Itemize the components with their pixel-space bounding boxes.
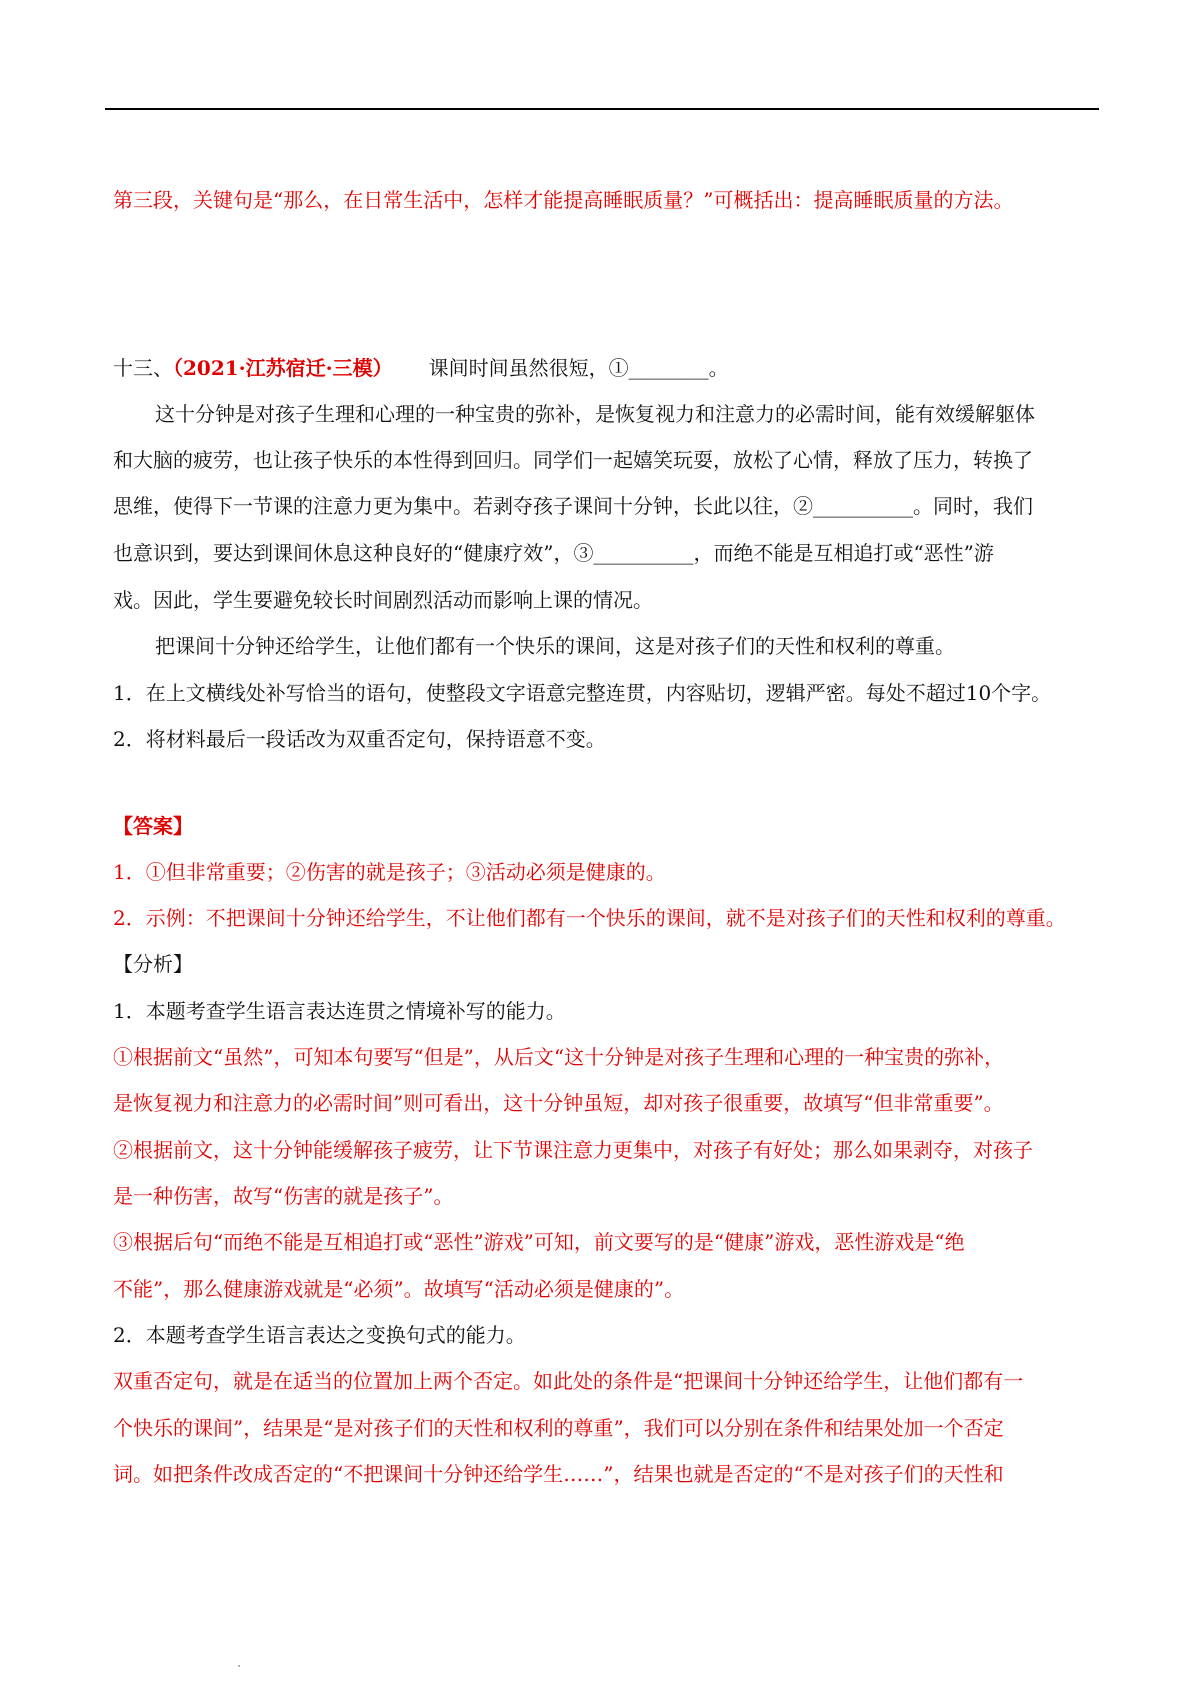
analysis-line: ①根据前文“虽然”，可知本句要写“但是”，从后文“这十分钟是对孩子生理和心理的一种宝贵的弥补， bbox=[113, 1045, 1005, 1069]
passage-line: 也意识到，要达到课间休息这种良好的“健康疗效”，③__________，而绝不能是互相追打或“恶性”游 bbox=[113, 541, 994, 565]
task-item: 2．将材料最后一段话改为双重否定句，保持语意不变。 bbox=[113, 727, 606, 751]
task-item: 1．在上文横线处补写恰当的语句，使整段文字语意完整连贯，内容贴切，逻辑严密。每处不超过10个字。 bbox=[113, 681, 1052, 705]
answer-item: 1．①但非常重要；②伤害的就是孩子；③活动必须是健康的。 bbox=[113, 860, 666, 884]
passage-paragraph-2: 把课间十分钟还给学生，让他们都有一个快乐的课间，这是对孩子们的天性和权利的尊重。 bbox=[155, 634, 955, 658]
question-header bbox=[113, 354, 1103, 382]
analysis-line: 2．本题考查学生语言表达之变换句式的能力。 bbox=[113, 1323, 526, 1347]
footer-dot bbox=[238, 1665, 240, 1667]
analysis-line: 1．本题考查学生语言表达连贯之情境补写的能力。 bbox=[113, 999, 566, 1023]
analysis-line: 是恢复视力和注意力的必需时间”则可看出，这十分钟虽短，却对孩子很重要，故填写“但非常重要”。 bbox=[113, 1091, 1004, 1115]
analysis-line: ③根据后句“而绝不能是互相追打或“恶性”游戏”可知，前文要写的是“健康”游戏，恶性游戏是“绝 bbox=[113, 1230, 965, 1254]
answer-heading: 【答案】 bbox=[113, 814, 193, 838]
passage-line: 思维，使得下一节课的注意力更为集中。若剥夺孩子课间十分钟，长此以往，②__________。同时，我们 bbox=[113, 494, 1033, 518]
header-rule bbox=[105, 108, 1099, 110]
passage-line: 和大脑的疲劳，也让孩子快乐的本性得到回归。同学们一起嬉笑玩耍，放松了心情，释放了压力，转换了 bbox=[113, 448, 1033, 472]
analysis-line: 是一种伤害，故写“伤害的就是孩子”。 bbox=[113, 1184, 454, 1208]
question-intro: 课间时间虽然很短，①________。 bbox=[428, 356, 729, 380]
analysis-line: 个快乐的课间”，结果是“是对孩子们的天性和权利的尊重”，我们可以分别在条件和结果处加一个否定 bbox=[113, 1416, 1004, 1440]
analysis-line: 词。如把条件改成否定的“不把课间十分钟还给学生……”，结果也就是否定的“不是对孩子们的天性和 bbox=[113, 1462, 1004, 1486]
passage-line: 戏。因此，学生要避免较长时间剧烈活动而影响上课的情况。 bbox=[113, 588, 653, 612]
analysis-line: ②根据前文，这十分钟能缓解孩子疲劳，让下节课注意力更集中，对孩子有好处；那么如果剥夺，对孩子 bbox=[113, 1138, 1033, 1162]
passage-line: 这十分钟是对孩子生理和心理的一种宝贵的弥补，是恢复视力和注意力的必需时间，能有效缓解躯体 bbox=[155, 402, 1035, 426]
analysis-line: 不能”，那么健康游戏就是“必须”。故填写“活动必须是健康的”。 bbox=[113, 1277, 685, 1301]
answer-item: 2．示例：不把课间十分钟还给学生，不让他们都有一个快乐的课间，就不是对孩子们的天性和权利的尊重。 bbox=[113, 906, 1066, 930]
question-source: （2021·江苏宿迁·三模） bbox=[173, 356, 393, 380]
question-number: 十三、 bbox=[113, 356, 173, 380]
header-analysis-text: 第三段，关键句是“那么，在日常生活中，怎样才能提高睡眠质量？”可概括出：提高睡眠质量的方法。 bbox=[113, 188, 1014, 212]
analysis-heading: 【分析】 bbox=[113, 952, 193, 976]
analysis-line: 双重否定句，就是在适当的位置加上两个否定。如此处的条件是“把课间十分钟还给学生，让他们都有一 bbox=[113, 1369, 1024, 1393]
